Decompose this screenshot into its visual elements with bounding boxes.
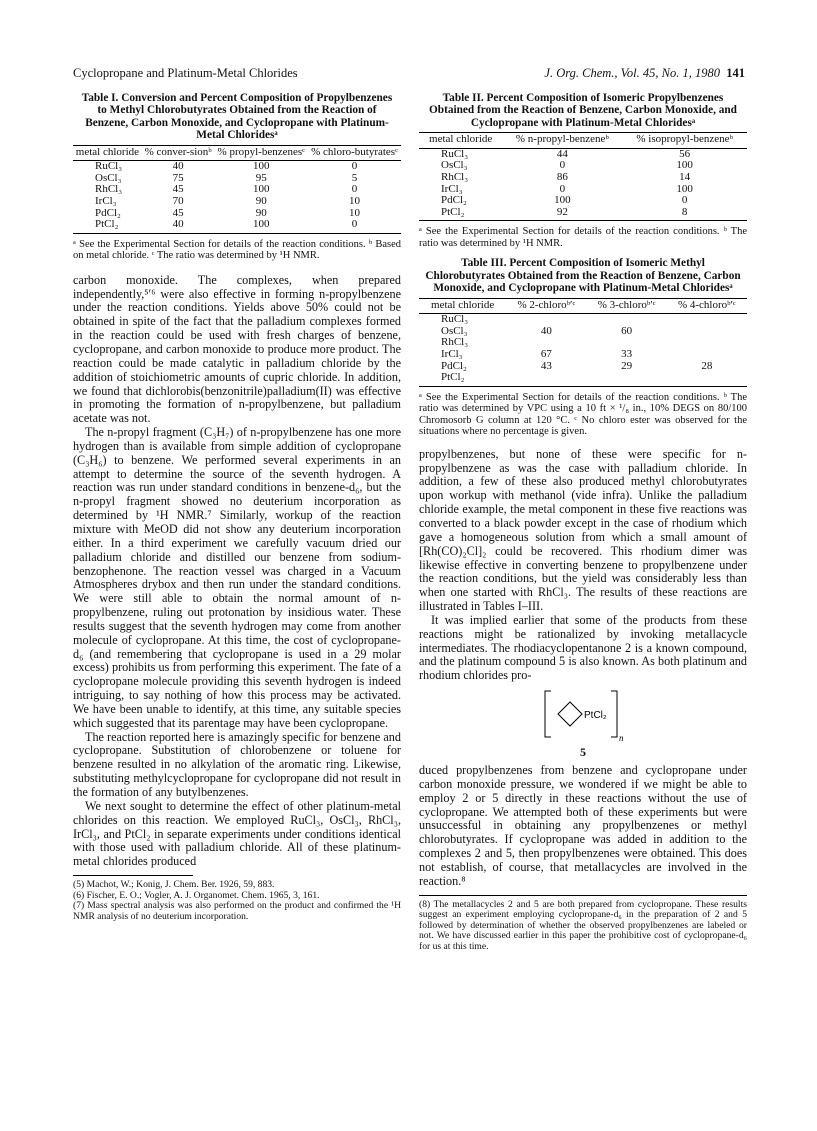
table1-footnote: ᵃ See the Experimental Section for details of the reaction conditions. ᵇ Based on metal chloride. ᶜ The ratio was determined by ¹H NMR. bbox=[73, 238, 401, 262]
table-cell bbox=[667, 349, 747, 361]
table-row bbox=[419, 160, 747, 172]
footnote-rule bbox=[419, 895, 747, 896]
table-cell: 100 bbox=[676, 159, 693, 172]
table-cell: 5 bbox=[351, 171, 358, 184]
table-cell: 67 bbox=[540, 347, 552, 360]
table-cell: 10 bbox=[349, 206, 361, 219]
table-row bbox=[73, 161, 401, 173]
table-cell: 100 bbox=[253, 183, 270, 196]
table3-caption: Table III. Percent Composition of Isomeric Methyl Chlorobutyrates Obtained from the Reaction of Benzene, Carbon Monoxide, and Cyclopropane with Platinum-Metal Chloridesᵃ bbox=[425, 257, 741, 295]
footnote-rule bbox=[73, 875, 193, 876]
table-cell: OsCl₃ bbox=[95, 171, 122, 184]
table-cell: 0 bbox=[351, 160, 358, 173]
table3-header: % 2-chloroᵇʹᶜ bbox=[506, 298, 586, 314]
body-paragraph: The n-propyl fragment (C₃H₇) of n-propylbenzene has one more hydrogen than is available from simple addition of cyclopropane (C₃H₆) to benzene. We performed several experiments in an attempt to determine the source of the seventh hydrogen. A reaction was run under standard conditions in benzene-d₆, but the n-propyl fragment showed no deuterium incorporation as determined by ¹H NMR.⁷ Similarly, workup of the reaction mixture with MeOD did not show any deuterium incorporation either. In a third experiment we carefully vacuum dried our palladium chloride and distilled our benzene from sodium-benzophenone. The reaction vessel was charged in a Vacuum Atmospheres drybox and then run under the standard conditions. We were still able to obtain the normal amount of n-propylbenzene, ruling out protonation by insidious water. These results suggest that the seventh hydrogen may come from another molecule of cyclopropane. At this time, the cost of cyclopropane-d₆ (and remembering that cyclopropane is used in a 29 molar excess) prohibits us from performing this experiment. The fate of a cyclopropane molecule providing this seventh hydrogen is indeed intriguing, to say nothing of how this process may be activated. We have been unable to identify, at this time, any suitable species which suggested that its parentage may have been cyclopropane. bbox=[73, 425, 401, 730]
body-paragraph: It was implied earlier that some of the products from these reactions might be rationalized by invoking metallacycle intermediates. The rhodiacyclopentanone 2 is a known compound, and the platinum compound 5 is also known. As both platinum and rhodium chlorides pro- bbox=[419, 612, 747, 683]
table-cell: 0 bbox=[559, 159, 566, 172]
table-cell: 75 bbox=[172, 171, 184, 184]
table3-header: % 4-chloroᵇʹᶜ bbox=[667, 298, 747, 314]
table-cell: PtCl₂ bbox=[419, 372, 506, 386]
table-cell: 86 bbox=[556, 171, 568, 183]
table-cell: 90 bbox=[255, 195, 267, 207]
table-cell: 0 bbox=[559, 182, 566, 195]
table1-header: % propyl-benzenesᶜ bbox=[214, 145, 308, 161]
table-cell bbox=[667, 314, 747, 326]
polymer-subscript: n bbox=[619, 733, 624, 744]
table1 bbox=[73, 145, 401, 234]
table-row bbox=[419, 349, 747, 361]
table-cell: PdCl₂ bbox=[95, 206, 121, 219]
journal-ref: J. Org. Chem., Vol. 45, No. 1, 1980 bbox=[544, 66, 720, 80]
table1-caption: Table I. Conversion and Percent Composition of Propylbenzenes to Methyl Chlorobutyrates Obtained from the Reaction of Benzene, Carbon Monoxide, and Cyclopropane with Platinum-Metal Chloridesᵃ bbox=[81, 92, 393, 142]
table-cell: OsCl₃ bbox=[441, 159, 468, 172]
left-column bbox=[73, 92, 401, 922]
table-row bbox=[419, 314, 747, 326]
table-cell: RhCl₃ bbox=[441, 336, 469, 349]
running-head: Cyclopropane and Platinum-Metal Chlorides bbox=[73, 66, 298, 80]
table-cell: RhCl₃ bbox=[95, 183, 123, 196]
table-row bbox=[419, 326, 747, 338]
table3-header: metal chloride bbox=[419, 298, 506, 314]
table-row bbox=[419, 148, 747, 160]
table-cell: 29 bbox=[621, 359, 633, 372]
table-cell: 28 bbox=[701, 359, 713, 372]
table-cell: PtCl₂ bbox=[73, 219, 142, 233]
platinacyclobutane-drawing bbox=[537, 685, 629, 743]
table-row bbox=[419, 195, 747, 207]
table-cell bbox=[506, 372, 586, 386]
table-cell: 100 bbox=[253, 160, 270, 173]
footnote: (8) The metallacycles 2 and 5 are both prepared from cyclopropane. These results suggest an experiment employing cyclopropane-d₆ in the preparation of 2 and 5 followed by determination of whether the observed propylbenzenes are labeled or not. We have discussed earlier in this paper the prohibitive cost of cyclopropane-d₆ for us at this time. bbox=[419, 898, 747, 953]
table3-footnote: ᵃ See the Experimental Section for details of the reaction conditions. ᵇ The ratio was determined by VPC using a 10 ft × ¹/₈ in., 10% DEGS on 80/100 Chromosorb G column at 120 °C. ᶜ No chloro ester was observed for the situations where no percentage is given. bbox=[419, 391, 747, 438]
table-cell: 43 bbox=[540, 359, 552, 372]
compound-number: 5 bbox=[580, 745, 586, 760]
table-cell: IrCl₃ bbox=[441, 182, 463, 195]
body-paragraph: We next sought to determine the effect of other platinum-metal chlorides on this reaction. We employed RuCl₃, OsCl₃, RhCl₃, IrCl₃, and PtCl₂ in separate experiments under conditions identical with those used with palladium chloride. All of these platinum-metal chlorides produced bbox=[73, 798, 401, 869]
table-cell: 90 bbox=[255, 206, 267, 219]
table-cell bbox=[587, 372, 667, 386]
table1-header: % conver-sionᵇ bbox=[142, 145, 215, 161]
body-paragraph: carbon monoxide. The complexes, when prepared independently,⁵ʹ⁶ were also effective in forming n-propylbenzene under the reaction conditions. Yields above 50% could not be obtained in spite of the fact that the palladium complexes formed in the reaction could be used with fresh charges of benzene, cyclopropane, and carbon monoxide to produce more product. The reaction could be made catalytic in palladium chloride by the addition of stoichiometric amounts of cupric chloride. In addition, we found that dichlorobis(benzonitrile)palladium(II) was effective in promoting the formation of n-propylbenzene, but palladium acetate was not. bbox=[73, 272, 401, 426]
table-cell: 92 bbox=[502, 207, 622, 221]
table-cell: IrCl₃ bbox=[441, 347, 463, 360]
table-cell: 45 bbox=[172, 206, 184, 219]
table-row bbox=[419, 172, 747, 184]
table-cell: OsCl₃ bbox=[441, 324, 468, 337]
table-cell: 60 bbox=[621, 324, 633, 337]
table-cell: 70 bbox=[172, 195, 184, 207]
table-cell: PdCl₂ bbox=[441, 194, 467, 207]
table2-header: % n-propyl-benzeneᵇ bbox=[502, 133, 622, 149]
table-row bbox=[73, 219, 401, 233]
table-cell bbox=[506, 314, 586, 326]
table-cell: 40 bbox=[540, 324, 552, 337]
table-row bbox=[419, 184, 747, 196]
footnote: (5) Machot, W.; Konig, J. Chem. Ber. 1926, 59, 883. bbox=[73, 879, 275, 891]
body-paragraph: duced propylbenzenes from benzene and cyclopropane under carbon monoxide pressure, we wondered if we might be able to employ 2 or 5 directly in these reactions without the use of cyclopropane. We attempted both of these experiments but were unsuccessful in obtaining any propylbenzenes or methyl chlorobutyrates. If cyclopropane was added in addition to the complexes 2 and 5, then propylbenzenes were obtained. This does not establish, of course, that metallacycles are involved in the reaction.⁸ bbox=[419, 763, 747, 888]
table-cell: 100 bbox=[214, 219, 308, 233]
footnote: (7) Mass spectral analysis was also performed on the product and confirmed the ¹H NMR analysis of no deuterium incorporation. bbox=[73, 900, 401, 922]
page-number: 141 bbox=[726, 66, 745, 80]
table-row bbox=[419, 372, 747, 386]
table-cell: 0 bbox=[308, 219, 401, 233]
table-cell: RuCl₃ bbox=[441, 313, 469, 326]
table-cell bbox=[667, 326, 747, 338]
table-cell: 40 bbox=[172, 160, 184, 173]
table-cell: 95 bbox=[255, 171, 267, 184]
table-row bbox=[419, 361, 747, 373]
table-row bbox=[419, 207, 747, 221]
right-column bbox=[419, 92, 747, 953]
table1-header: % chloro-butyratesᶜ bbox=[308, 145, 401, 161]
table-cell: 44 bbox=[556, 147, 568, 160]
table-cell: RuCl₃ bbox=[95, 160, 123, 173]
table-cell: 40 bbox=[142, 219, 215, 233]
table-cell: 33 bbox=[621, 347, 633, 360]
journal-citation bbox=[544, 66, 745, 81]
table-cell: 0 bbox=[681, 194, 688, 207]
table2-footnote: ᵃ See the Experimental Section for details of the reaction conditions. ᵇ The ratio was determined by ¹H NMR. bbox=[419, 226, 747, 249]
table-cell: 100 bbox=[554, 194, 571, 207]
table-cell bbox=[587, 314, 667, 326]
body-paragraph: The reaction reported here is amazingly specific for benzene and cyclopropane. Substitution of chlorobenzene or toluene for benzene resulted in no alkylation of the aromatic ring. Likewise, substituting methylcyclopropane for cyclopropane did not result in the formation of any butylbenzenes. bbox=[73, 729, 401, 799]
table2-header: % isopropyl-benzeneᵇ bbox=[622, 133, 747, 149]
table3-header: % 3-chloroᵇʹᶜ bbox=[587, 298, 667, 314]
table-cell: 14 bbox=[679, 171, 691, 183]
table-cell: PtCl₂ bbox=[419, 207, 502, 221]
table-cell: PdCl₂ bbox=[441, 359, 467, 372]
table3 bbox=[419, 298, 747, 387]
table-cell bbox=[667, 372, 747, 386]
table1-header: metal chloride bbox=[73, 145, 142, 161]
ptcl2-label: PtCl₂ bbox=[584, 710, 607, 722]
footnote: (6) Fischer, E. O.; Vogler, A. J. Organomet. Chem. 1965, 3, 161. bbox=[73, 889, 320, 901]
table-cell bbox=[667, 337, 747, 349]
table-cell: 56 bbox=[679, 147, 691, 160]
table-row bbox=[419, 337, 747, 349]
table-cell: 10 bbox=[349, 195, 361, 207]
table-cell: 8 bbox=[622, 207, 747, 221]
table-cell: 45 bbox=[172, 183, 184, 196]
table-cell: IrCl₃ bbox=[95, 195, 117, 207]
table-cell: 0 bbox=[351, 183, 358, 196]
compound-5-structure bbox=[419, 685, 747, 760]
table-cell: RhCl₃ bbox=[441, 171, 469, 183]
table2-caption: Table II. Percent Composition of Isomeric Propylbenzenes Obtained from the Reaction of Benzene, Carbon Monoxide, and Cyclopropane with Platinum-Metal Chloridesᵃ bbox=[429, 92, 737, 129]
table-cell: 100 bbox=[676, 182, 693, 195]
body-paragraph: propylbenzenes, but none of these were specific for n-propylbenzene as was the case with palladium chloride. In addition, a few of these also produced methyl chlorobutyrates upon workup with methanol (vide infra). Unlike the palladium chloride example, the metal component in these five reactions was converted to a black powder except in the case of rhodium which gave a homogeneous solution from which a small amount of [Rh(CO)₂Cl]₂ could be recovered. This rhodium dimer was likewise effective in converting benzene to propylbenzene under the reaction conditions, but the yield was considerably less than when one started with RhCl₃. The results of these reactions are illustrated in Tables I–III. bbox=[419, 446, 747, 614]
table-cell: RuCl₃ bbox=[441, 147, 469, 160]
table2-header: metal chloride bbox=[419, 133, 502, 149]
table-row bbox=[73, 196, 401, 208]
table2 bbox=[419, 132, 747, 221]
